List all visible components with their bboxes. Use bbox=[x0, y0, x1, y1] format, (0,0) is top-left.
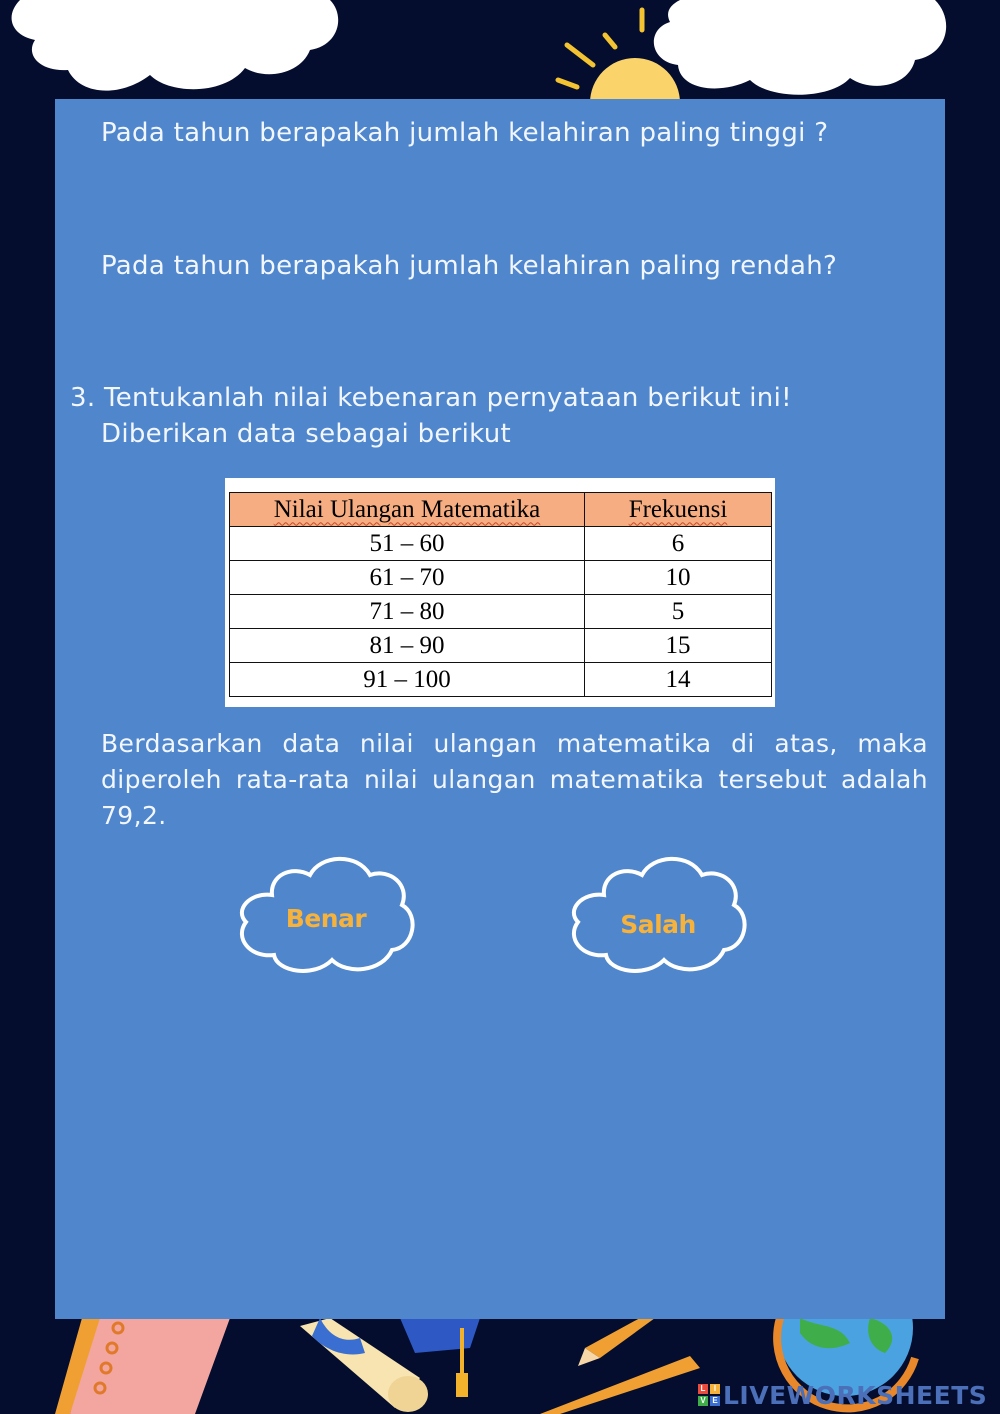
top-cloud-right bbox=[650, 0, 950, 100]
score-frequency-table bbox=[229, 492, 772, 697]
cell-frequency: 6 bbox=[585, 527, 772, 561]
table-row bbox=[230, 595, 772, 629]
cell-frequency: 5 bbox=[585, 595, 772, 629]
cell-frequency: 15 bbox=[585, 629, 772, 663]
table-row bbox=[230, 527, 772, 561]
cell-score-range: 51 – 60 bbox=[230, 527, 585, 561]
liveworksheets-logo-icon: L I V E bbox=[698, 1384, 720, 1406]
cell-score-range: 61 – 70 bbox=[230, 561, 585, 595]
salah-label: Salah bbox=[620, 910, 696, 939]
question-highest-births: Pada tahun berapakah jumlah kelahiran paling tinggi ? bbox=[101, 118, 829, 148]
liveworksheets-brand[interactable] bbox=[698, 1379, 987, 1411]
benar-label: Benar bbox=[285, 904, 367, 933]
statement-text: Berdasarkan data nilai ulangan matematika di atas, maka diperoleh rata-rata nilai ulangan matematika tersebut adalah 79,2. bbox=[101, 729, 928, 830]
table-row bbox=[230, 629, 772, 663]
cell-frequency: 10 bbox=[585, 561, 772, 595]
header-score: Nilai Ulangan Matematika bbox=[230, 493, 585, 527]
table-row bbox=[230, 663, 772, 697]
question-3-title: 3. Tentukanlah nilai kebenaran pernyataan berikut ini! bbox=[70, 383, 792, 413]
notebook-icon bbox=[55, 1318, 230, 1414]
salah-button[interactable] bbox=[564, 850, 752, 978]
question-lowest-births: Pada tahun berapakah jumlah kelahiran paling rendah? bbox=[101, 251, 838, 281]
brand-name: LIVEWORKSHEETS bbox=[723, 1380, 988, 1410]
cell-score-range: 91 – 100 bbox=[230, 663, 585, 697]
data-table-image bbox=[225, 478, 775, 707]
cell-score-range: 71 – 80 bbox=[230, 595, 585, 629]
table-row bbox=[230, 561, 772, 595]
cell-score-range: 81 – 90 bbox=[230, 629, 585, 663]
worksheet-panel bbox=[55, 99, 945, 1319]
question-3-intro: Diberikan data sebagai berikut bbox=[101, 419, 512, 449]
pencil-icon bbox=[530, 1318, 700, 1414]
header-frequency: Frekuensi bbox=[585, 493, 772, 527]
benar-button[interactable] bbox=[232, 850, 420, 978]
cell-frequency: 14 bbox=[585, 663, 772, 697]
table-header-row bbox=[230, 493, 772, 527]
top-cloud-left bbox=[0, 0, 345, 100]
